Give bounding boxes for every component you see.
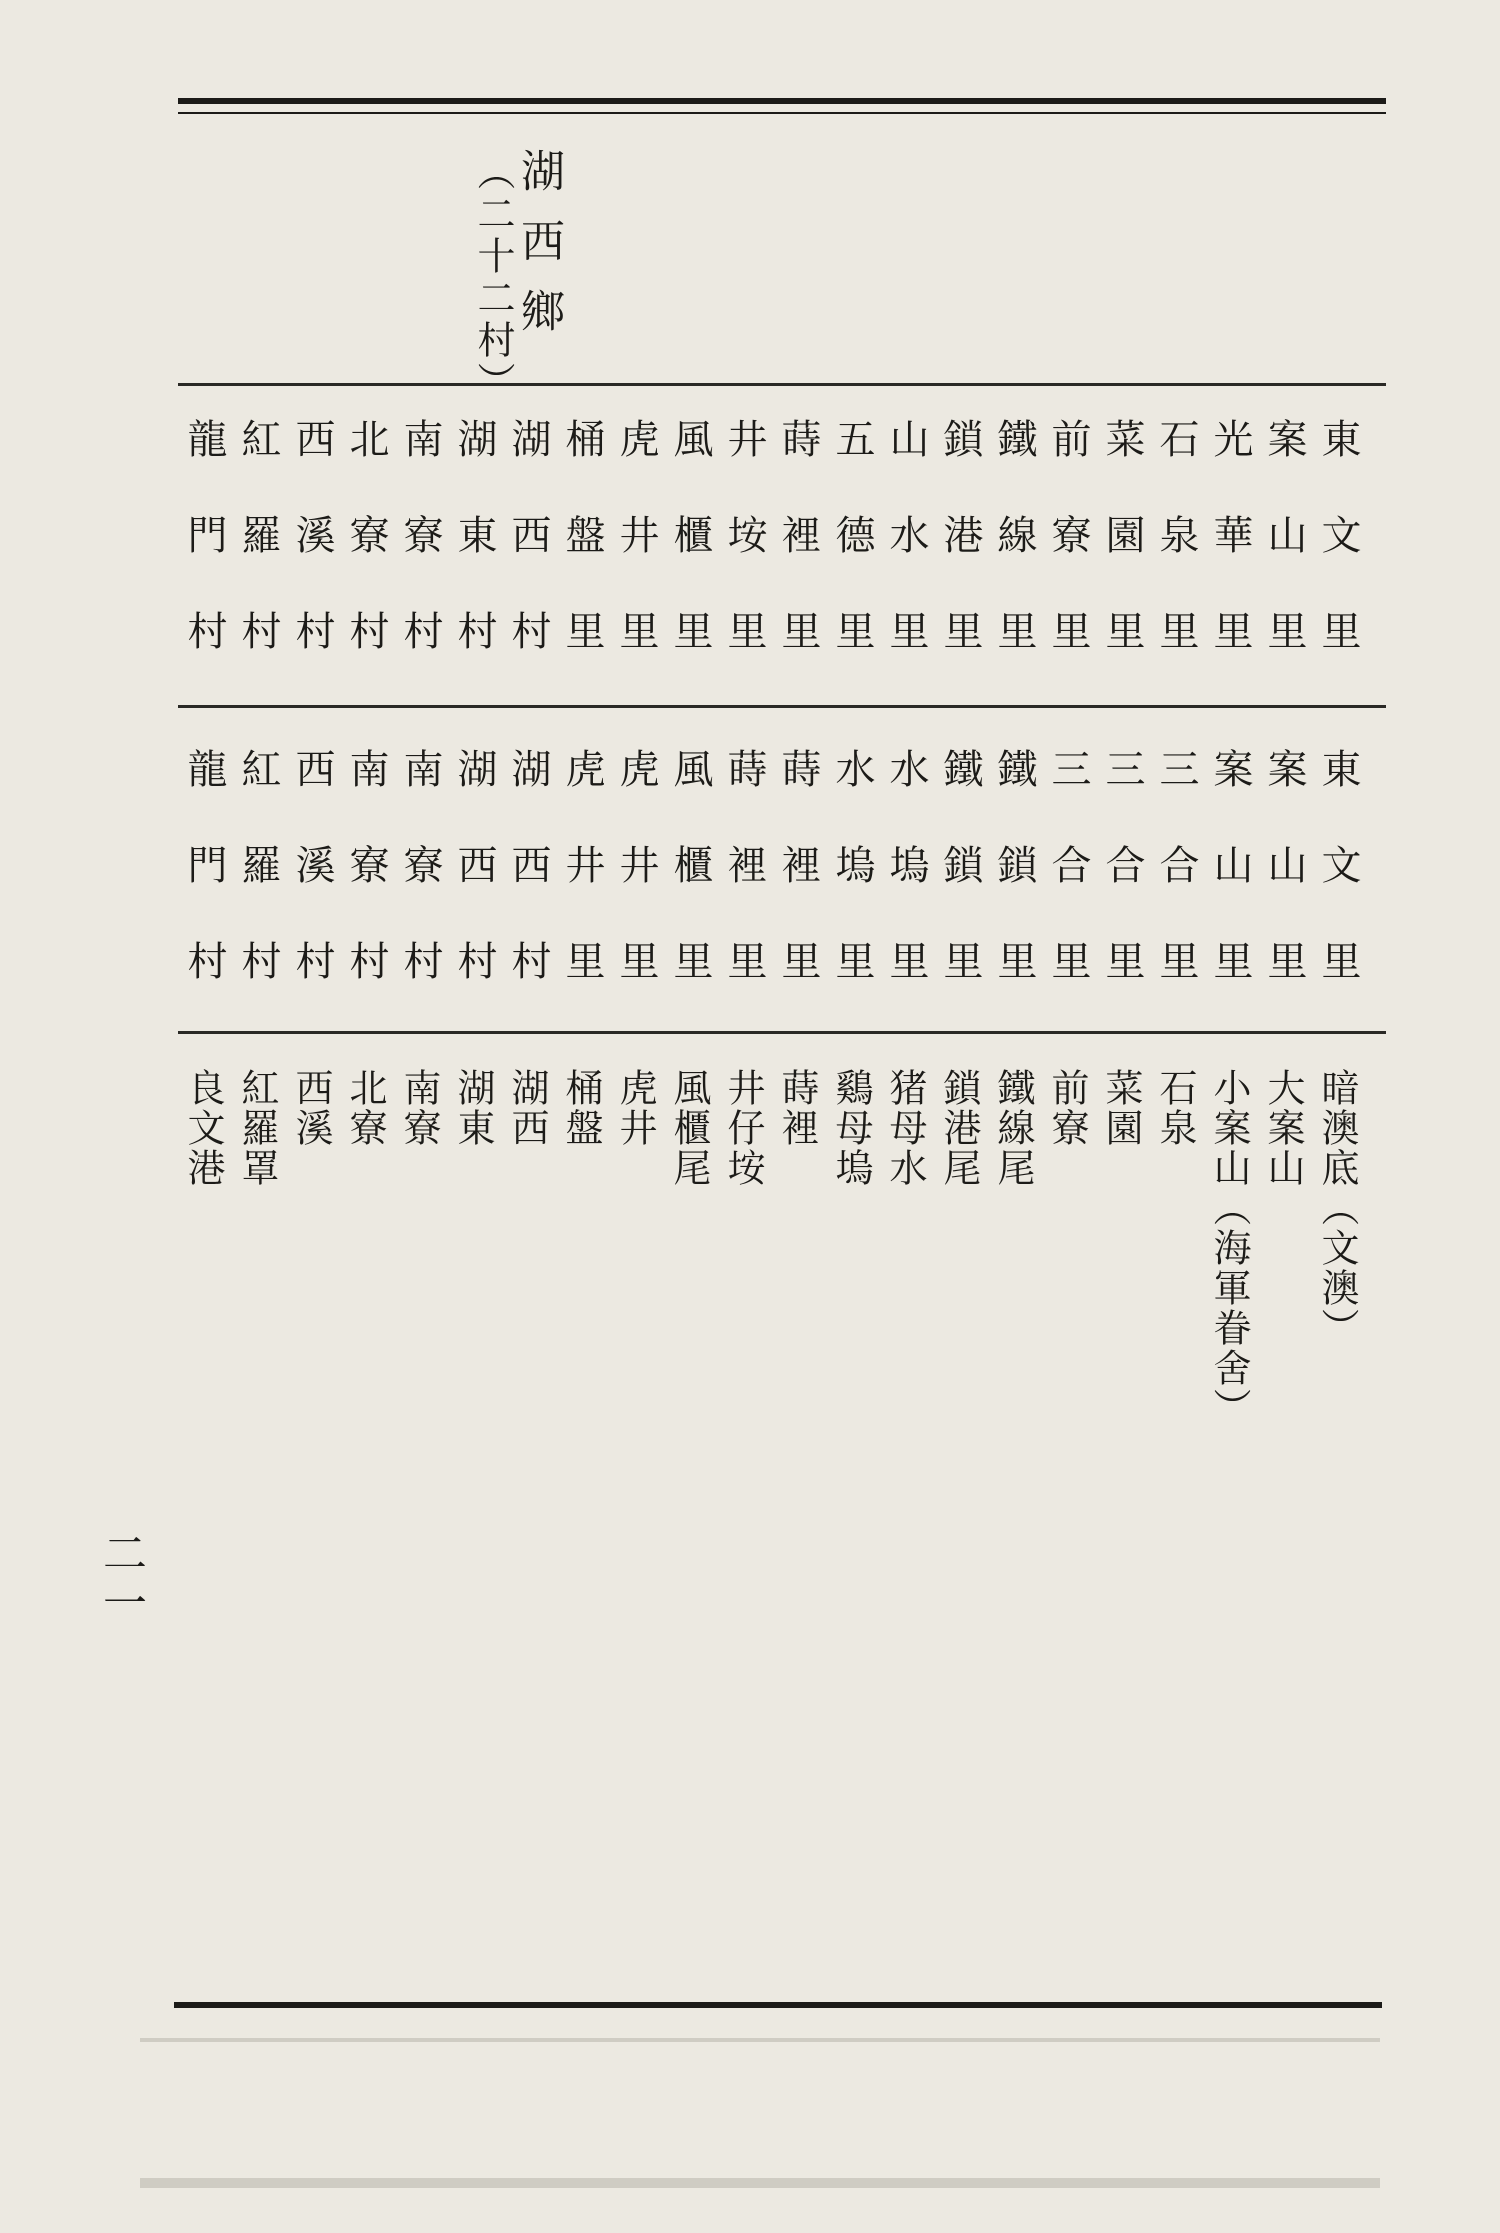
- tier2-cell: 案山里: [1207, 748, 1253, 1036]
- tier1-cell: 風櫃里: [667, 418, 713, 706]
- tier1-cell: 山水里: [883, 418, 929, 706]
- tier2-cell: 水塢里: [829, 748, 875, 1036]
- old-name-cell: 桶盤: [559, 1068, 603, 1148]
- tier1-cell: 西溪村: [289, 418, 335, 706]
- tier2-cell: 三合里: [1045, 748, 1091, 1036]
- old-name-cell: 猪母水: [883, 1068, 927, 1188]
- page-number: 二一: [95, 1530, 146, 1630]
- tier1-cell: 紅羅村: [235, 418, 281, 706]
- tier2-cell: 案山里: [1261, 748, 1307, 1036]
- old-name-cell: 小案山（海軍眷舍）: [1207, 1068, 1251, 1428]
- section-title: 湖西鄉: [513, 148, 564, 358]
- old-name-cell: 石泉: [1153, 1068, 1197, 1148]
- tier1-cell: 湖西村: [505, 418, 551, 706]
- header-divider: [178, 383, 1386, 386]
- old-name-cell: 菜園: [1099, 1068, 1143, 1148]
- show-through-rule-1: [140, 2178, 1380, 2188]
- old-name-cell: 鐵線尾: [991, 1068, 1035, 1188]
- tier2-cell: 湖西村: [505, 748, 551, 1036]
- old-name-cell: 北寮: [343, 1068, 387, 1148]
- old-name-cell: 暗澳底（文澳）: [1315, 1068, 1359, 1348]
- old-name-cell: 鷄母塢: [829, 1068, 873, 1188]
- tier2-cell: 風櫃里: [667, 748, 713, 1036]
- tier2-cell: 南寮村: [397, 748, 443, 1036]
- tier1-cell: 湖東村: [451, 418, 497, 706]
- old-name-cell: 西溪: [289, 1068, 333, 1148]
- tier1-cell: 蒔裡里: [775, 418, 821, 706]
- old-name-cell: 虎井: [613, 1068, 657, 1148]
- tier2-cell: 三合里: [1099, 748, 1145, 1036]
- tier2-cell: 東文里: [1315, 748, 1361, 1036]
- tier2-cell: 紅羅村: [235, 748, 281, 1036]
- old-name-cell: 風櫃尾: [667, 1068, 711, 1188]
- tier1-cell: 五德里: [829, 418, 875, 706]
- tier2-cell: 鐵鎖里: [991, 748, 1037, 1036]
- old-name-cell: 前寮: [1045, 1068, 1089, 1148]
- old-name-cell: 良文港: [181, 1068, 225, 1188]
- old-name-cell: 南寮: [397, 1068, 441, 1148]
- old-name-cell: 紅羅罩: [235, 1068, 279, 1188]
- tier1-cell: 桶盤里: [559, 418, 605, 706]
- tier2-cell: 龍門村: [181, 748, 227, 1036]
- tier2-cell: 三合里: [1153, 748, 1199, 1036]
- old-name-cell: 井仔垵: [721, 1068, 765, 1188]
- tier2-cell: 湖西村: [451, 748, 497, 1036]
- tier2-cell: 蒔裡里: [775, 748, 821, 1036]
- old-name-cell: 大案山: [1261, 1068, 1305, 1188]
- tier1-cell: 前寮里: [1045, 418, 1091, 706]
- show-through-rule-2: [140, 2038, 1380, 2042]
- tier2-cell: 蒔裡里: [721, 748, 767, 1036]
- tier1-cell: 鎖港里: [937, 418, 983, 706]
- bottom-rule-thick: [174, 2002, 1382, 2008]
- tier1-cell: 井垵里: [721, 418, 767, 706]
- tier2-cell: 西溪村: [289, 748, 335, 1036]
- tier1-cell: 菜園里: [1099, 418, 1145, 706]
- tier1-cell: 光華里: [1207, 418, 1253, 706]
- tier2-cell: 鐵鎖里: [937, 748, 983, 1036]
- old-name-cell: 鎖港尾: [937, 1068, 981, 1188]
- old-name-cell: 湖西: [505, 1068, 549, 1148]
- old-name-cell: 蒔裡: [775, 1068, 819, 1148]
- old-name-cell: 湖東: [451, 1068, 495, 1148]
- top-rule-thick: [178, 98, 1386, 104]
- tier1-cell: 案山里: [1261, 418, 1307, 706]
- tier1-cell: 東文里: [1315, 418, 1361, 706]
- tier1-cell: 石泉里: [1153, 418, 1199, 706]
- tier2-cell: 南寮村: [343, 748, 389, 1036]
- section-village-count: （二十二村）: [471, 152, 515, 404]
- tier2-cell: 水塢里: [883, 748, 929, 1036]
- tier1-cell: 龍門村: [181, 418, 227, 706]
- tier2-cell: 虎井里: [559, 748, 605, 1036]
- tier1-cell: 鐵線里: [991, 418, 1037, 706]
- top-rule-thin: [178, 112, 1386, 114]
- tier1-cell: 虎井里: [613, 418, 659, 706]
- tier2-cell: 虎井里: [613, 748, 659, 1036]
- tier1-cell: 北寮村: [343, 418, 389, 706]
- tier1-cell: 南寮村: [397, 418, 443, 706]
